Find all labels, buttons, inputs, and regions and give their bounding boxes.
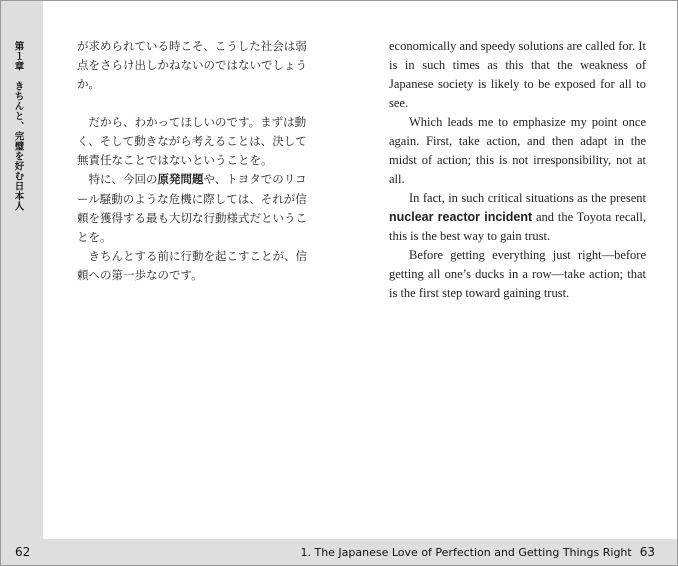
en-text-run: In fact, in such critical situations as the present — [409, 191, 646, 205]
jp-text-run: が求められている時こそ、こうした社会は弱点をさらけ出しかねないのではないでしょうか。 — [77, 39, 307, 91]
jp-paragraph — [77, 113, 313, 170]
en-paragraph — [389, 37, 646, 113]
left-page-number: 62 — [15, 545, 31, 559]
jp-bold-term: 原発問題 — [157, 174, 204, 186]
en-text-run: Before getting everything just right—before getting all one’s ducks in a row—take action; that is the first step toward gaining trust. — [389, 248, 646, 300]
en-bold-term: nuclear reactor incident — [389, 210, 533, 224]
english-body-text — [389, 37, 646, 303]
running-footer — [300, 545, 655, 559]
jp-text-run: だから、わかってほしいのです。まずは動く、そして動きながら考えることは、決して無責任なことではないということを。 — [77, 115, 307, 167]
chapter-side-tab — [1, 1, 43, 539]
jp-text-run: 特に、今回の — [88, 172, 158, 186]
en-text-run: and the Toyota recall, this is the best way to gain trust. — [389, 210, 646, 243]
paragraph-gap — [77, 94, 313, 113]
jp-paragraph — [77, 170, 313, 247]
running-footer-title: 1. The Japanese Love of Perfection and Getting Things Right — [300, 546, 632, 559]
en-paragraph — [389, 189, 646, 246]
jp-text-run: や、トヨタでのリコール騒動のような危機に際しては、それが信頼を獲得する最も大切な行動様式だということを。 — [77, 172, 307, 244]
page-footer-bar — [1, 539, 677, 565]
jp-paragraph — [77, 247, 313, 285]
jp-text-run: きちんとする前に行動を起こすことが、信頼への第一歩なのです。 — [77, 249, 307, 282]
en-text-run: economically and speedy solutions are called for. It is in such times as this that the weakness of Japanese society is likely to be exposed for all to see. — [389, 39, 646, 110]
japanese-body-text — [77, 37, 313, 285]
en-text-run: Which leads me to emphasize my point once again. First, take action, and then adapt in the midst of action; this is not irresponsibility, not at all. — [389, 115, 646, 186]
chapter-title-vertical: 第１章 きちんと、完璧を好む日本人 — [12, 41, 24, 211]
en-paragraph — [389, 246, 646, 303]
jp-paragraph — [77, 37, 313, 94]
en-paragraph — [389, 113, 646, 189]
right-page-number: 63 — [639, 545, 655, 559]
